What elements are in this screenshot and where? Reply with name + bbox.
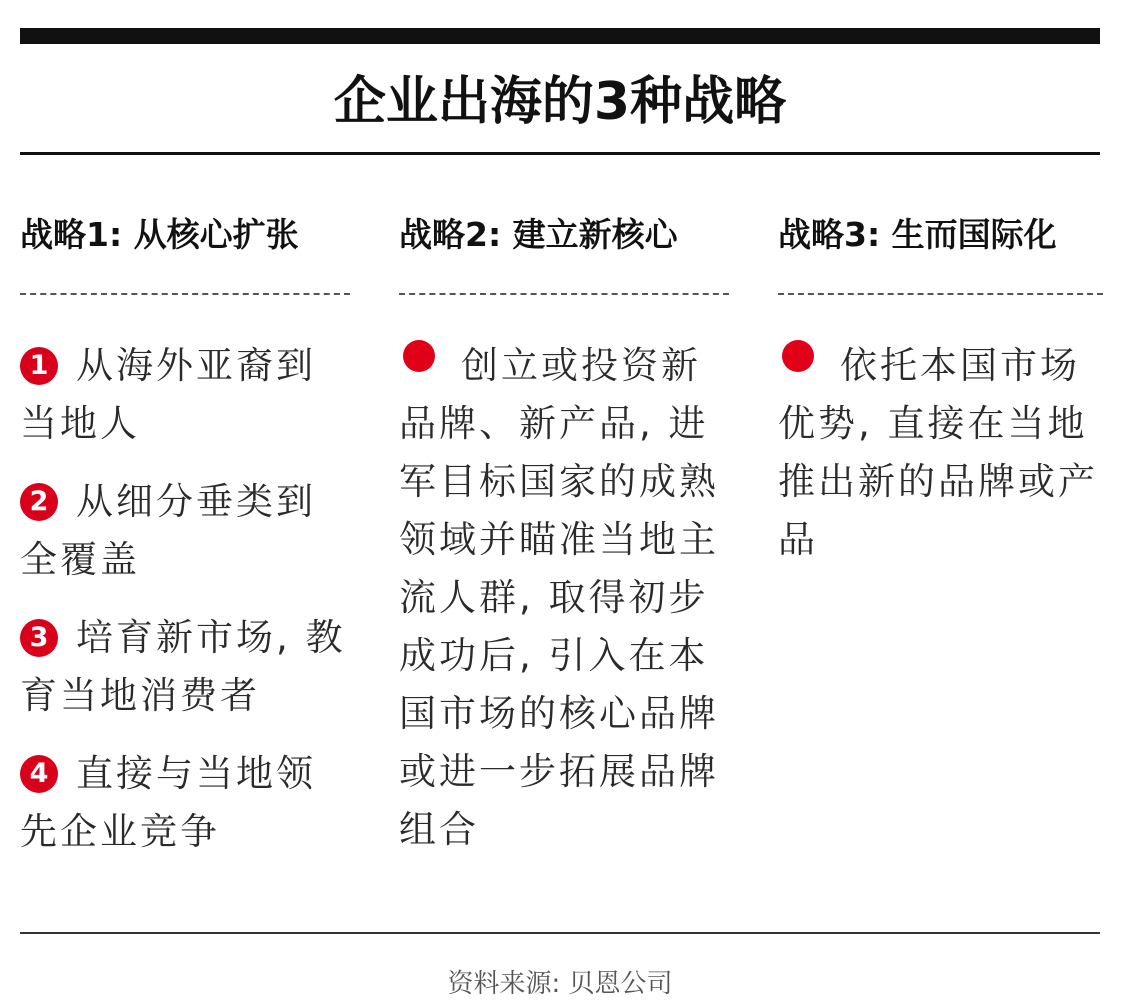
strategy-column-2: [399, 205, 729, 859]
source-note: 资料来源: 贝恩公司: [447, 969, 673, 999]
strategy-body-2: [399, 337, 729, 859]
list-item: [20, 473, 350, 589]
number-badge-icon: 4: [20, 755, 58, 793]
strategy-body-3: [778, 337, 1103, 569]
list-item-text: 培育新市场, 教育当地消费者: [20, 616, 346, 717]
list-item: [20, 337, 350, 453]
number-badge-icon: 3: [20, 619, 58, 657]
strategy-description-text: 创立或投资新品牌、新产品, 进军目标国家的成熟领域并瞄准当地主流人群, 取得初步成功后, 引入在本国市场的核心品牌或进一步拓展品牌组合: [399, 344, 719, 851]
top-rule-bar: [20, 28, 1100, 44]
list-item-text: 直接与当地领先企业竞争: [20, 752, 316, 853]
bullet-dot-icon: [403, 340, 435, 372]
list-item-text: 从海外亚裔到当地人: [20, 344, 316, 445]
strategy-description: [399, 337, 729, 859]
strategy-heading-2: 战略2: 建立新核心: [399, 215, 678, 254]
strategy-description-text: 依托本国市场优势, 直接在当地推出新的品牌或产品: [778, 344, 1098, 561]
footer-divider: [20, 932, 1100, 934]
list-item-text: 从细分垂类到全覆盖: [20, 480, 316, 581]
dashed-divider: [20, 293, 350, 295]
number-badge-icon: 2: [20, 483, 58, 521]
page-title: 企业出海的3种战略: [333, 72, 787, 132]
list-item: [20, 609, 350, 725]
list-item: [20, 745, 350, 861]
strategy-body-1: [20, 337, 350, 861]
dashed-divider: [778, 293, 1103, 295]
strategy-heading-3: 战略3: 生而国际化: [778, 215, 1057, 254]
strategy-heading-1: 战略1: 从核心扩张: [20, 215, 299, 254]
bullet-dot-icon: [782, 340, 814, 372]
number-badge-icon: 1: [20, 347, 58, 385]
strategy-description: [778, 337, 1103, 569]
strategy-column-1: [20, 205, 350, 881]
dashed-divider: [399, 293, 729, 295]
strategy-column-3: [778, 205, 1103, 569]
title-divider: [20, 152, 1100, 155]
